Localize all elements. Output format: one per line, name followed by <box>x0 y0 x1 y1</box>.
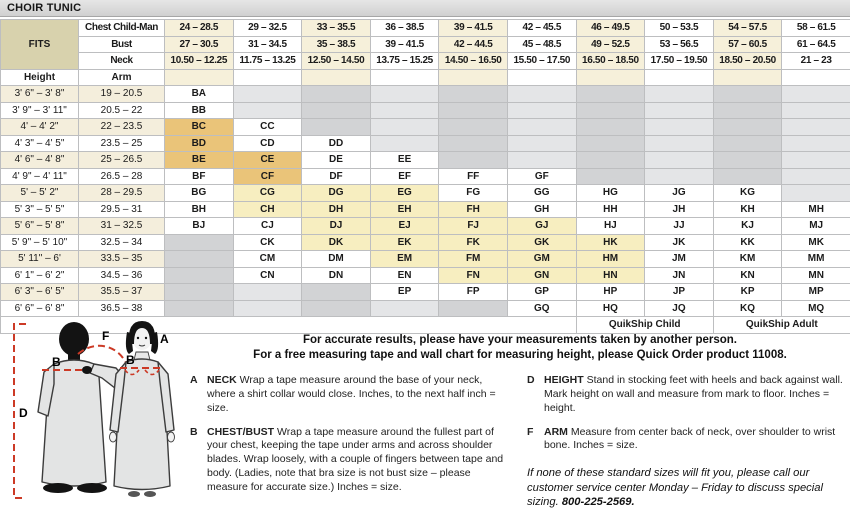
size-row <box>1 135 850 152</box>
table-title-bar: CHOIR TUNIC <box>0 0 850 17</box>
size-code-cell: KG <box>713 185 782 202</box>
size-row <box>1 284 850 301</box>
size-row <box>1 234 850 251</box>
size-code-cell: GK <box>507 234 576 251</box>
arm-range-cell: 31 – 32.5 <box>79 218 165 235</box>
quikship-adult-band: QuikShip Adult <box>713 317 850 334</box>
instruction-chest-bust <box>190 426 513 495</box>
size-row <box>1 185 850 202</box>
empty-size-cell <box>302 102 371 119</box>
size-code-cell: JK <box>645 234 714 251</box>
size-code-cell: GN <box>507 267 576 284</box>
empty-size-cell <box>782 185 850 202</box>
size-code-cell: HM <box>576 251 645 268</box>
size-code-cell: BE <box>165 152 234 169</box>
arm-range-cell: 19 – 20.5 <box>79 86 165 103</box>
size-code-cell: DN <box>302 267 371 284</box>
empty-size-cell <box>507 152 576 169</box>
size-code-cell: CM <box>233 251 302 268</box>
instruction-text: Stand in stocking feet with heels and back against wall. Mark height on wall and measure from mark to floor. Inches = height. <box>544 374 843 414</box>
size-code-cell: JM <box>645 251 714 268</box>
size-code-cell: EM <box>370 251 439 268</box>
size-code-cell: FN <box>439 267 508 284</box>
size-code-cell: EJ <box>370 218 439 235</box>
header-blank-cell <box>782 69 850 86</box>
fits-value-cell: 16.50 – 18.50 <box>576 53 645 70</box>
empty-size-cell <box>713 119 782 136</box>
arm-column-header: Arm <box>79 69 165 86</box>
fits-value-cell: 58 – 61.5 <box>782 20 850 37</box>
fits-row-label: Chest Child-Man <box>79 20 165 37</box>
fits-value-cell: 61 – 64.5 <box>782 36 850 53</box>
size-code-cell: FF <box>439 168 508 185</box>
size-code-cell: JG <box>645 185 714 202</box>
size-code-cell: HK <box>576 234 645 251</box>
instruction-letter: F <box>527 425 534 438</box>
instruction-neck <box>190 374 513 415</box>
size-code-cell: EP <box>370 284 439 301</box>
height-range-cell: 5' 3" – 5' 5" <box>1 201 79 218</box>
instructions-left-column <box>190 374 513 508</box>
size-code-cell: CC <box>233 119 302 136</box>
empty-size-cell <box>713 135 782 152</box>
height-range-cell: 5' 6" – 5' 8" <box>1 218 79 235</box>
size-code-cell: FJ <box>439 218 508 235</box>
size-code-cell: GM <box>507 251 576 268</box>
size-row <box>1 218 850 235</box>
arm-range-cell: 36.5 – 38 <box>79 300 165 317</box>
size-code-cell: GH <box>507 201 576 218</box>
empty-size-cell <box>713 102 782 119</box>
fits-value-cell: 39 – 41.5 <box>370 36 439 53</box>
empty-size-cell <box>576 86 645 103</box>
empty-size-cell <box>302 300 371 317</box>
fits-value-cell: 21 – 23 <box>782 53 850 70</box>
size-code-cell: KH <box>713 201 782 218</box>
size-code-cell: KQ <box>713 300 782 317</box>
height-range-cell: 5' – 5' 2" <box>1 185 79 202</box>
empty-size-cell <box>782 168 850 185</box>
fits-value-cell: 24 – 28.5 <box>165 20 234 37</box>
height-range-cell: 4' 6" – 4' 8" <box>1 152 79 169</box>
instruction-letter: A <box>190 374 198 387</box>
instruction-height <box>527 374 850 415</box>
size-code-cell: JJ <box>645 218 714 235</box>
size-code-cell: DD <box>302 135 371 152</box>
empty-size-cell <box>507 135 576 152</box>
arm-range-cell: 28 – 29.5 <box>79 185 165 202</box>
size-row <box>1 267 850 284</box>
instruction-text: Wrap a tape measure around the fullest part of your chest, keeping the tape under arms and across shoulder blades. Wrap loosely, with a couple of fingers between tape and body. (Ladies, note that bra size is not bust size – please measure for accurate size.) Inches = size. <box>207 425 504 493</box>
empty-size-cell <box>645 135 714 152</box>
arm-range-cell: 32.5 – 34 <box>79 234 165 251</box>
empty-size-cell <box>370 300 439 317</box>
arm-range-cell: 23.5 – 25 <box>79 135 165 152</box>
fits-value-cell: 35 – 38.5 <box>302 36 371 53</box>
height-range-cell: 3' 9" – 3' 11" <box>1 102 79 119</box>
fits-value-cell: 31 – 34.5 <box>233 36 302 53</box>
size-code-cell: MJ <box>782 218 850 235</box>
empty-size-cell <box>370 86 439 103</box>
size-code-cell: KJ <box>713 218 782 235</box>
height-range-cell: 5' 9" – 5' 10" <box>1 234 79 251</box>
size-code-cell: BG <box>165 185 234 202</box>
empty-size-cell <box>165 234 234 251</box>
empty-size-cell <box>507 102 576 119</box>
size-code-cell: CN <box>233 267 302 284</box>
empty-size-cell <box>439 135 508 152</box>
size-code-cell: MK <box>782 234 850 251</box>
size-code-cell: KP <box>713 284 782 301</box>
fits-value-cell: 10.50 – 12.25 <box>165 53 234 70</box>
measure-label-f: F <box>102 329 110 343</box>
header-blank-cell <box>576 69 645 86</box>
height-range-cell: 4' 9" – 4' 11" <box>1 168 79 185</box>
size-code-cell: HP <box>576 284 645 301</box>
header-blank-cell <box>645 69 714 86</box>
size-code-cell: HG <box>576 185 645 202</box>
arm-range-cell: 33.5 – 35 <box>79 251 165 268</box>
instruction-text: Wrap a tape measure around the base of your neck, where a shirt collar would close. Inches, to the next half inch = size. <box>207 374 496 414</box>
measure-label-d: D <box>19 406 28 420</box>
size-code-cell: GF <box>507 168 576 185</box>
arm-range-cell: 20.5 – 22 <box>79 102 165 119</box>
size-code-cell: EK <box>370 234 439 251</box>
size-code-cell: EG <box>370 185 439 202</box>
fits-value-cell: 42 – 44.5 <box>439 36 508 53</box>
height-range-cell: 4' – 4' 2" <box>1 119 79 136</box>
fits-value-cell: 11.75 – 13.25 <box>233 53 302 70</box>
shoe <box>43 483 73 493</box>
fits-value-cell: 36 – 38.5 <box>370 20 439 37</box>
arm-range-cell: 35.5 – 37 <box>79 284 165 301</box>
phone-number: 800-225-2569. <box>561 496 635 508</box>
height-range-cell: 4' 3" – 4' 5" <box>1 135 79 152</box>
header-blank-cell <box>165 69 234 86</box>
height-range-cell: 3' 6" – 3' 8" <box>1 86 79 103</box>
fits-value-cell: 39 – 41.5 <box>439 20 508 37</box>
size-code-cell: HQ <box>576 300 645 317</box>
size-code-cell: BC <box>165 119 234 136</box>
empty-size-cell <box>439 300 508 317</box>
height-range-cell: 5' 11" – 6' <box>1 251 79 268</box>
arm-range-cell: 29.5 – 31 <box>79 201 165 218</box>
fits-value-cell: 33 – 35.5 <box>302 20 371 37</box>
height-range-cell: 6' 6" – 6' 8" <box>1 300 79 317</box>
instruction-text: Measure from center back of neck, over shoulder to wrist bone. Inches = size. <box>544 425 836 452</box>
empty-size-cell <box>782 152 850 169</box>
size-code-cell: JQ <box>645 300 714 317</box>
empty-size-cell <box>302 284 371 301</box>
fits-value-cell: 50 – 53.5 <box>645 20 714 37</box>
size-code-cell: GP <box>507 284 576 301</box>
size-code-cell: HN <box>576 267 645 284</box>
empty-size-cell <box>645 86 714 103</box>
size-code-cell: CH <box>233 201 302 218</box>
empty-size-cell <box>439 86 508 103</box>
empty-size-cell <box>233 300 302 317</box>
empty-size-cell <box>713 152 782 169</box>
fits-value-cell: 15.50 – 17.50 <box>507 53 576 70</box>
accuracy-note-line1: For accurate results, please have your measurements taken by another person. <box>303 334 737 346</box>
size-code-cell: MM <box>782 251 850 268</box>
empty-size-cell <box>713 86 782 103</box>
empty-size-cell <box>370 102 439 119</box>
empty-size-cell <box>507 119 576 136</box>
height-column-header: Height <box>1 69 79 86</box>
empty-size-cell <box>302 86 371 103</box>
empty-size-cell <box>576 168 645 185</box>
instructions-right-column <box>527 374 850 508</box>
empty-size-cell <box>165 267 234 284</box>
empty-size-cell <box>645 119 714 136</box>
fits-value-cell: 54 – 57.5 <box>713 20 782 37</box>
instruction-letter: B <box>190 425 198 438</box>
accuracy-note-line2: For a free measuring tape and wall chart for measuring height, please Quick Order product 11008. <box>253 348 787 361</box>
size-code-cell: DM <box>302 251 371 268</box>
empty-size-cell <box>370 119 439 136</box>
size-row <box>1 201 850 218</box>
size-code-cell: FP <box>439 284 508 301</box>
measure-label-b-front: B <box>126 353 135 367</box>
header-blank-cell <box>302 69 371 86</box>
empty-size-cell <box>233 86 302 103</box>
size-code-cell: FG <box>439 185 508 202</box>
instruction-term: CHEST/BUST <box>207 425 275 438</box>
size-code-cell: BB <box>165 102 234 119</box>
size-row <box>1 300 850 317</box>
size-code-cell: EF <box>370 168 439 185</box>
empty-size-cell <box>165 300 234 317</box>
size-code-cell: JN <box>645 267 714 284</box>
size-code-cell: CJ <box>233 218 302 235</box>
fits-value-cell: 27 – 30.5 <box>165 36 234 53</box>
size-code-cell: DE <box>302 152 371 169</box>
fits-value-cell: 45 – 48.5 <box>507 36 576 53</box>
size-code-cell: KN <box>713 267 782 284</box>
header-blank-cell <box>370 69 439 86</box>
size-code-cell: GG <box>507 185 576 202</box>
size-code-cell: BJ <box>165 218 234 235</box>
empty-size-cell <box>439 102 508 119</box>
empty-size-cell <box>439 152 508 169</box>
size-code-cell: FM <box>439 251 508 268</box>
size-code-cell: CG <box>233 185 302 202</box>
size-code-cell: CF <box>233 168 302 185</box>
arm-range-cell: 25 – 26.5 <box>79 152 165 169</box>
header-blank-cell <box>713 69 782 86</box>
header-blank-cell <box>507 69 576 86</box>
empty-size-cell <box>576 135 645 152</box>
size-code-cell: EH <box>370 201 439 218</box>
header-blank-cell <box>233 69 302 86</box>
fits-row-label: Neck <box>79 53 165 70</box>
shoe <box>77 483 107 493</box>
empty-size-cell <box>645 152 714 169</box>
empty-size-cell <box>233 102 302 119</box>
fits-value-cell: 46 – 49.5 <box>576 20 645 37</box>
size-code-cell: DK <box>302 234 371 251</box>
empty-size-cell <box>370 135 439 152</box>
empty-size-cell <box>713 168 782 185</box>
empty-size-cell <box>576 119 645 136</box>
arm-range-cell: 26.5 – 28 <box>79 168 165 185</box>
size-code-cell: BD <box>165 135 234 152</box>
instruction-letter: D <box>527 374 535 387</box>
instruction-term: NECK <box>207 374 237 387</box>
size-code-cell: MP <box>782 284 850 301</box>
empty-size-cell <box>165 284 234 301</box>
height-range-cell: 6' 1" – 6' 2" <box>1 267 79 284</box>
size-code-cell: HJ <box>576 218 645 235</box>
size-code-cell: KK <box>713 234 782 251</box>
size-code-cell: CD <box>233 135 302 152</box>
size-row <box>1 119 850 136</box>
empty-size-cell <box>439 119 508 136</box>
size-code-cell: DJ <box>302 218 371 235</box>
instruction-term: HEIGHT <box>544 374 584 387</box>
size-code-cell: CK <box>233 234 302 251</box>
empty-size-cell <box>165 251 234 268</box>
fits-value-cell: 18.50 – 20.50 <box>713 53 782 70</box>
size-code-cell: MN <box>782 267 850 284</box>
measurement-illustration <box>2 318 197 508</box>
size-code-cell: CE <box>233 152 302 169</box>
fits-value-cell: 42 – 45.5 <box>507 20 576 37</box>
size-code-cell: MH <box>782 201 850 218</box>
size-row <box>1 168 850 185</box>
fits-label-cell: FITS <box>1 20 79 70</box>
size-code-cell: EN <box>370 267 439 284</box>
fits-value-cell: 53 – 56.5 <box>645 36 714 53</box>
arm-range-cell: 34.5 – 36 <box>79 267 165 284</box>
size-row <box>1 102 850 119</box>
empty-size-cell <box>576 102 645 119</box>
fits-row-label: Bust <box>79 36 165 53</box>
size-code-cell: MQ <box>782 300 850 317</box>
size-code-cell: BH <box>165 201 234 218</box>
empty-size-cell <box>782 86 850 103</box>
empty-size-cell <box>302 119 371 136</box>
fits-value-cell: 49 – 52.5 <box>576 36 645 53</box>
fits-value-cell: 14.50 – 16.50 <box>439 53 508 70</box>
fits-value-cell: 17.50 – 19.50 <box>645 53 714 70</box>
size-code-cell: FK <box>439 234 508 251</box>
fits-value-cell: 57 – 60.5 <box>713 36 782 53</box>
empty-size-cell <box>507 86 576 103</box>
arm-range-cell: 22 – 23.5 <box>79 119 165 136</box>
instruction-arm <box>527 426 850 454</box>
size-code-cell: GQ <box>507 300 576 317</box>
size-code-cell: BA <box>165 86 234 103</box>
fits-value-cell: 29 – 32.5 <box>233 20 302 37</box>
size-code-cell: JH <box>645 201 714 218</box>
height-range-cell: 6' 3" – 6' 5" <box>1 284 79 301</box>
empty-size-cell <box>645 168 714 185</box>
size-code-cell: DH <box>302 201 371 218</box>
size-row <box>1 251 850 268</box>
size-code-cell: DG <box>302 185 371 202</box>
fits-value-cell: 13.75 – 15.25 <box>370 53 439 70</box>
empty-size-cell <box>782 119 850 136</box>
fits-value-cell: 12.50 – 14.50 <box>302 53 371 70</box>
size-code-cell: FH <box>439 201 508 218</box>
size-code-cell: BF <box>165 168 234 185</box>
instructions-section <box>190 333 850 508</box>
empty-size-cell <box>576 152 645 169</box>
size-code-cell: GJ <box>507 218 576 235</box>
size-code-cell: DF <box>302 168 371 185</box>
empty-size-cell <box>782 135 850 152</box>
header-blank-cell <box>439 69 508 86</box>
quikship-child-band: QuikShip Child <box>576 317 713 334</box>
size-code-cell: HH <box>576 201 645 218</box>
size-chart-table <box>0 19 850 334</box>
size-code-cell: EE <box>370 152 439 169</box>
size-row <box>1 152 850 169</box>
empty-size-cell <box>645 102 714 119</box>
measure-label-a: A <box>160 332 169 346</box>
instruction-term: ARM <box>544 425 568 438</box>
measure-label-b-back: B <box>52 355 61 369</box>
empty-size-cell <box>233 284 302 301</box>
size-code-cell: JP <box>645 284 714 301</box>
size-row <box>1 86 850 103</box>
empty-size-cell <box>782 102 850 119</box>
size-code-cell: KM <box>713 251 782 268</box>
special-sizing-note: If none of these standard sizes will fit you, please call our customer service center Monday – Friday to discuss special sizing. 800-225-2569. <box>527 467 823 508</box>
